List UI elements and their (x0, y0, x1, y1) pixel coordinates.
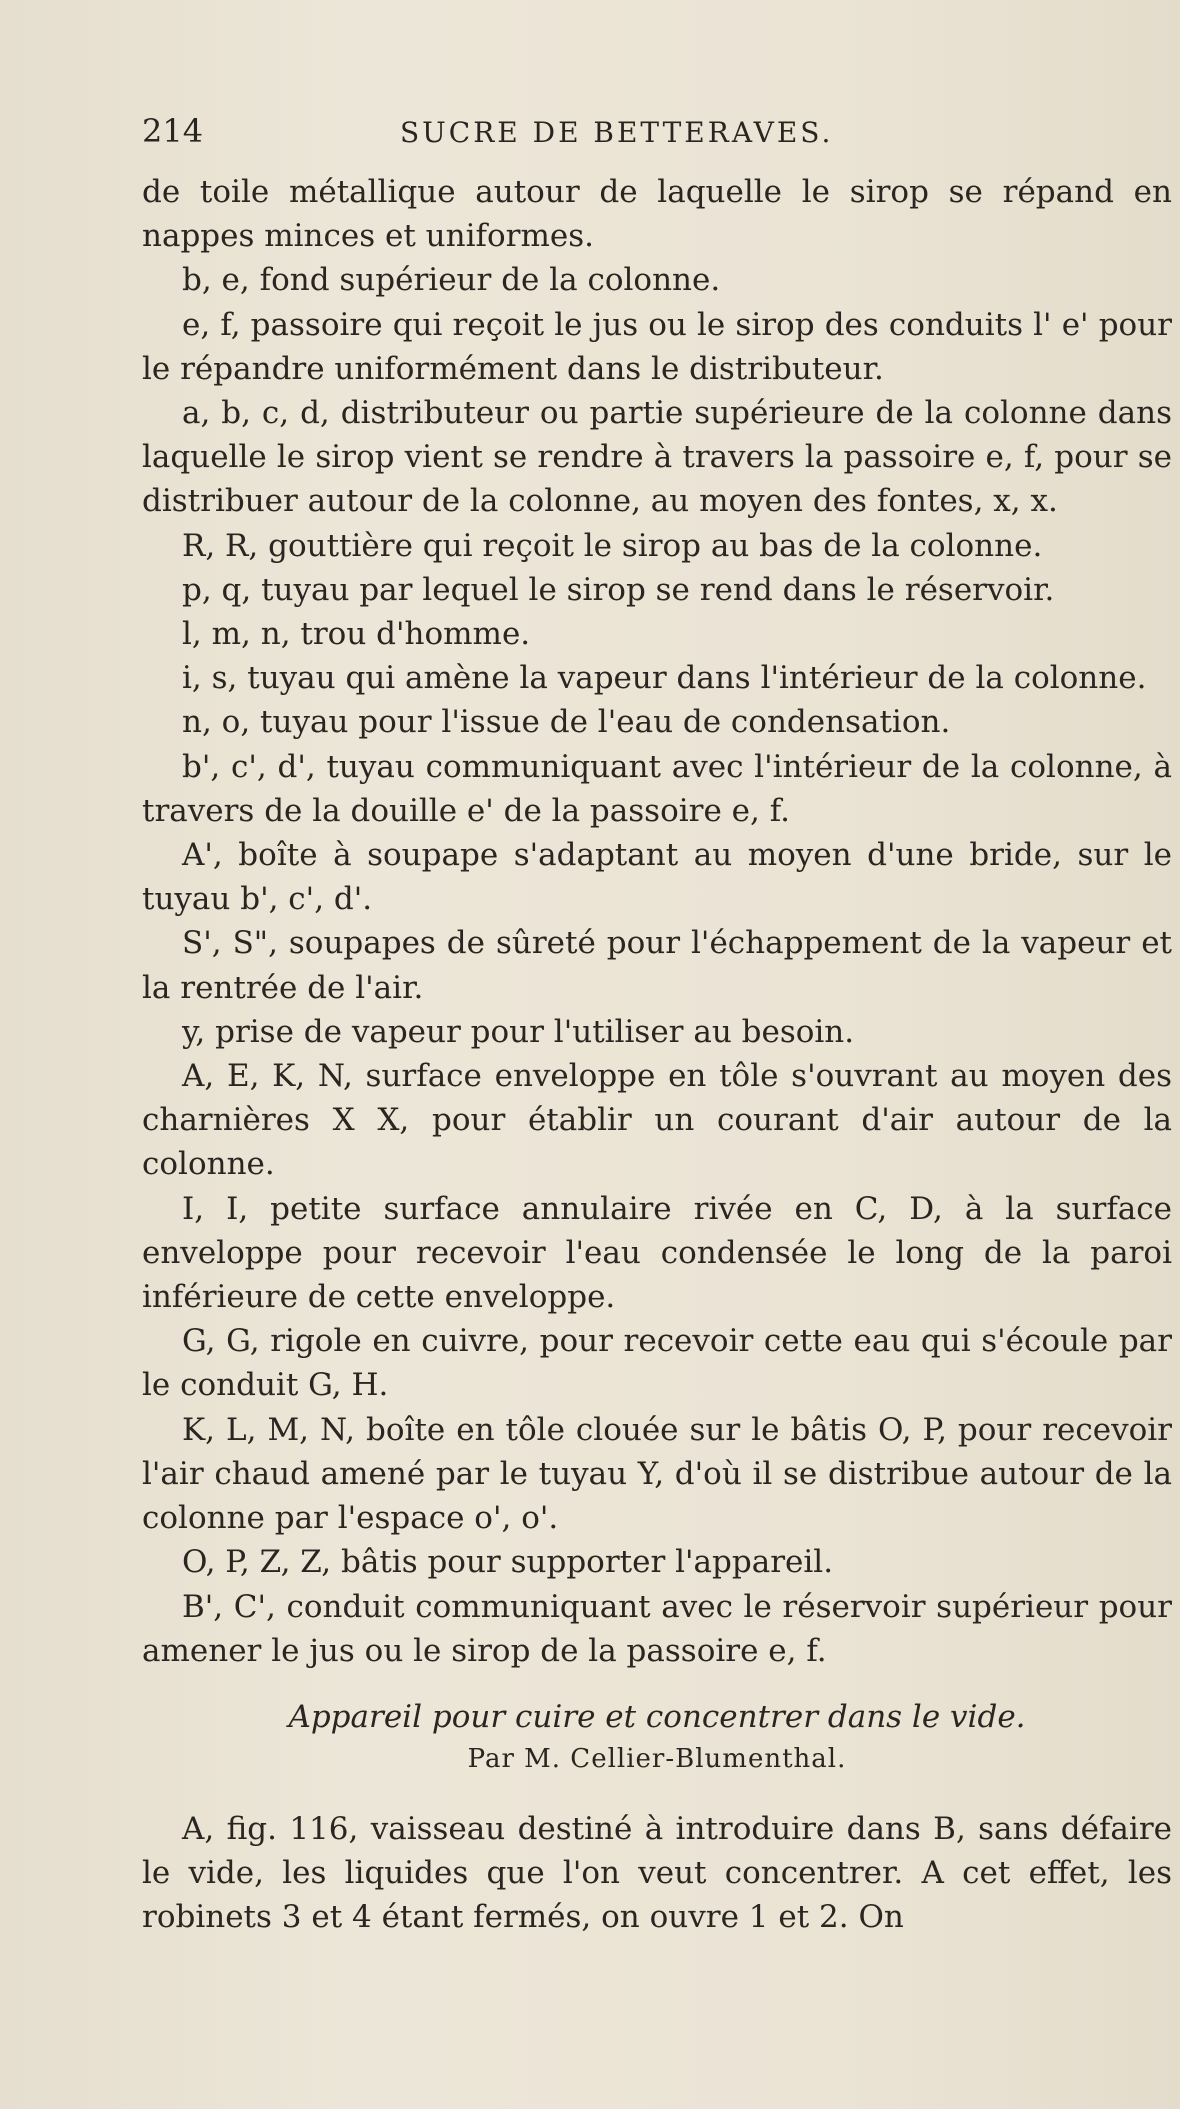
paragraph: A', boîte à soupape s'adaptant au moyen d'une bride, sur le tuyau b', c', d'. (142, 837, 1172, 918)
paragraph: l, m, n, trou d'homme. (182, 616, 531, 653)
section-title: Appareil pour cuire et concentrer dans le vide. (288, 1698, 1026, 1735)
paragraph: de toile métallique autour de laquelle le sirop se répand en nappes minces et uniformes. (142, 174, 1172, 255)
paragraph: R, R, gouttière qui reçoit le sirop au bas de la colonne. (182, 527, 1043, 564)
paragraph: p, q, tuyau par lequel le sirop se rend dans le réservoir. (182, 571, 1055, 608)
paragraph: S', S", soupapes de sûreté pour l'échappement de la vapeur et la rentrée de l'air. (142, 925, 1172, 1006)
paragraph: B', C', conduit communiquant avec le réservoir supérieur pour amener le jus ou le sirop de la passoire e, f. (142, 1588, 1172, 1669)
paragraph: y, prise de vapeur pour l'utiliser au besoin. (182, 1013, 855, 1050)
paragraph: a, b, c, d, distributeur ou partie supérieure de la colonne dans laquelle le sirop vient se rendre à travers la passoire e, f, pour se distribuer autour de la colonne, au moyen des fontes, x, x. (142, 395, 1172, 520)
paragraph: e, f, passoire qui reçoit le jus ou le sirop des conduits l' e' pour le répandre uniformément dans le distributeur. (142, 306, 1172, 387)
page-header (142, 112, 1142, 162)
page-number: 214 (142, 112, 204, 150)
paragraph: O, P, Z, Z, bâtis pour supporter l'appareil. (182, 1544, 834, 1581)
paragraph: b', c', d', tuyau communiquant avec l'intérieur de la colonne, à travers de la douille e' de la passoire e, f. (142, 748, 1172, 829)
paragraph: K, L, M, N, boîte en tôle clouée sur le bâtis O, P, pour recevoir l'air chaud amené par le tuyau Y, d'où il se distribue autour de la colonne par l'espace o', o'. (142, 1411, 1172, 1537)
paragraph: i, s, tuyau qui amène la vapeur dans l'intérieur de la colonne. (182, 660, 1147, 697)
paragraph: b, e, fond supérieur de la colonne. (182, 262, 721, 299)
paragraph: A, fig. 116, vaisseau destiné à introduire dans B, sans défaire le vide, les liquides que l'on veut concentrer. A cet effet, les robinets 3 et 4 étant fermés, on ouvre 1 et 2. On (142, 1810, 1172, 1936)
body-text (142, 170, 1172, 1940)
paragraph: G, G, rigole en cuivre, pour recevoir cette eau qui s'écoule par le conduit G, H. (142, 1323, 1172, 1404)
paragraph: n, o, tuyau pour l'issue de l'eau de condensation. (182, 704, 951, 741)
paragraph: I, I, petite surface annulaire rivée en C, D, à la surface enveloppe pour recevoir l'eau condensée le long de la paroi inférieure de cette enveloppe. (142, 1190, 1172, 1316)
section-byline: Par M. Cellier-Blumenthal. (467, 1743, 847, 1774)
running-title: SUCRE DE BETTERAVES. (400, 116, 834, 149)
paragraph: A, E, K, N, surface enveloppe en tôle s'ouvrant au moyen des charnières X X, pour établir un courant d'air autour de la colonne. (142, 1058, 1172, 1183)
